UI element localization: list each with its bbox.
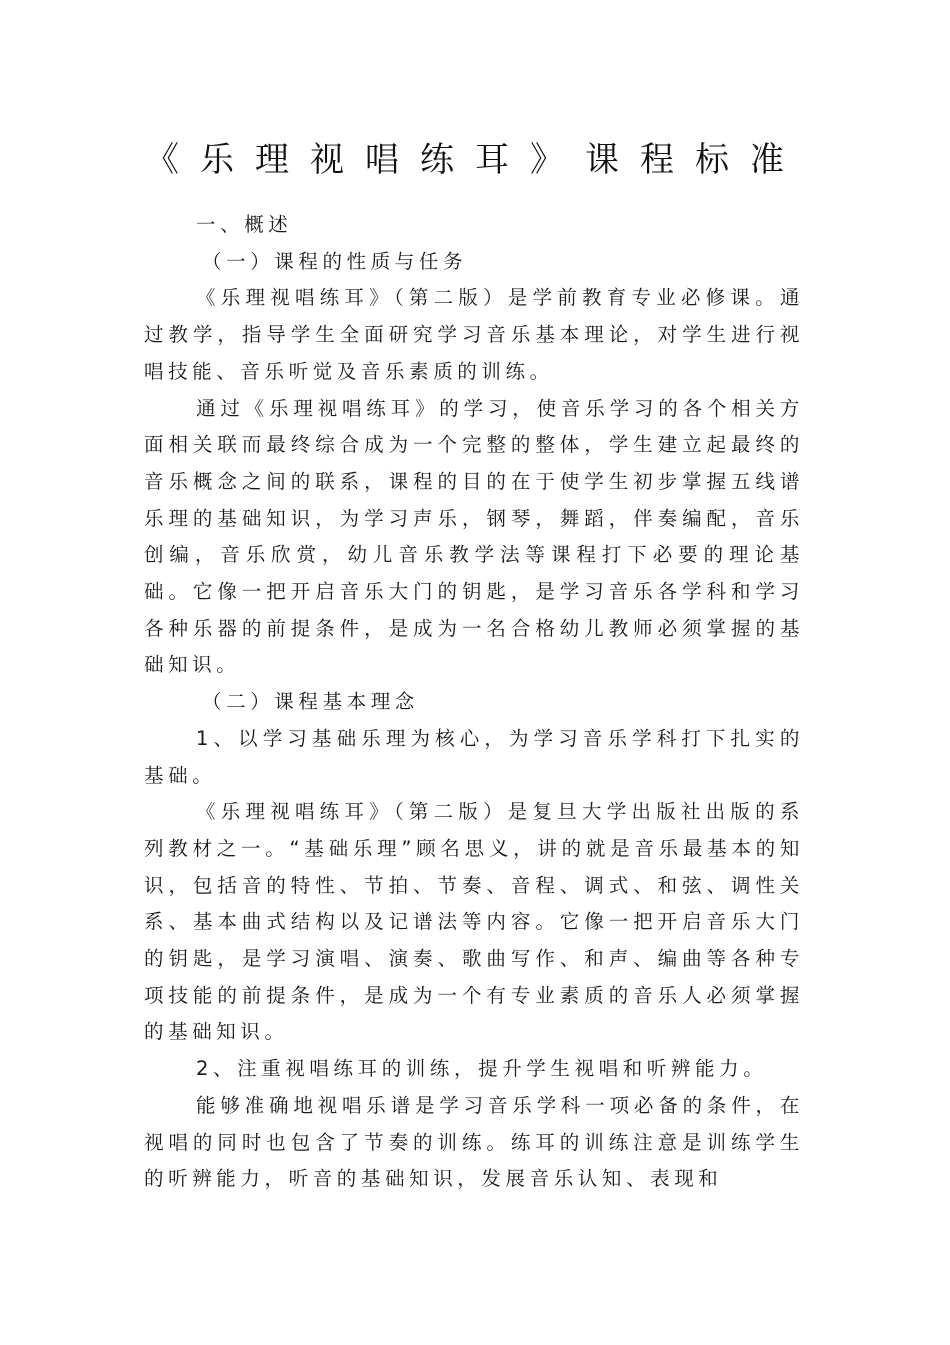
paragraph: 《乐理视唱练耳》（第二版）是学前教育专业必修课。通过教学，指导学生全面研究学习音乐基本理论，对学生进行视唱技能、音乐听觉及音乐素质的训练。 <box>144 286 804 383</box>
paragraph: 能够准确地视唱乐谱是学习音乐学科一项必备的条件，在视唱的同时也包含了节奏的训练。练耳的训练注意是训练学生的听辨能力，听音的基础知识，发展音乐认知、表现和 <box>144 1093 804 1191</box>
numbered-point: 2、注重视唱练耳的训练，提升学生视唱和听辨能力。 <box>196 1057 768 1081</box>
document-body <box>144 207 804 1198</box>
section-heading-overview: 一、概述 <box>196 213 293 236</box>
paragraph: 通过《乐理视唱练耳》的学习，使音乐学习的各个相关方面相关联而最终综合成为一个完整的整体，学生建立起最终的音乐概念之间的联系，课程的目的在于使学生初步掌握五线谱乐理的基础知识，为学习声乐，钢琴，舞蹈，伴奏编配，音乐创编，音乐欣赏，幼儿音乐教学法等课程打下必要的理论基础。它像一把开启音乐大门的钥匙，是学习音乐各学科和学习各种乐器的前提条件，是成为一名合格幼儿教师必须掌握的基础知识。 <box>144 396 804 677</box>
numbered-point: 1、以学习基础乐理为核心，为学习音乐学科打下扎实的基础。 <box>144 726 804 787</box>
subsection-heading-basic-concepts: （二）课程基本理念 <box>202 690 419 714</box>
paragraph: 《乐理视唱练耳》（第二版）是复旦大学出版社出版的系列教材之一。“基础乐理”顾名思义，讲的就是音乐最基本的知识，包括音的特性、节拍、节奏、音程、调式、和弦、调性关系、基本曲式结构以及记谱法等内容。它像一把开启音乐大门的钥匙，是学习演唱、演奏、歌曲写作、和声、编曲等各种专项技能的前提条件，是成为一个有专业素质的音乐人必须掌握的基础知识。 <box>144 800 804 1044</box>
document-title: 《乐理视唱练耳》课程标准 <box>145 140 805 180</box>
subsection-heading-nature-and-tasks: （一）课程的性质与任务 <box>202 249 468 273</box>
